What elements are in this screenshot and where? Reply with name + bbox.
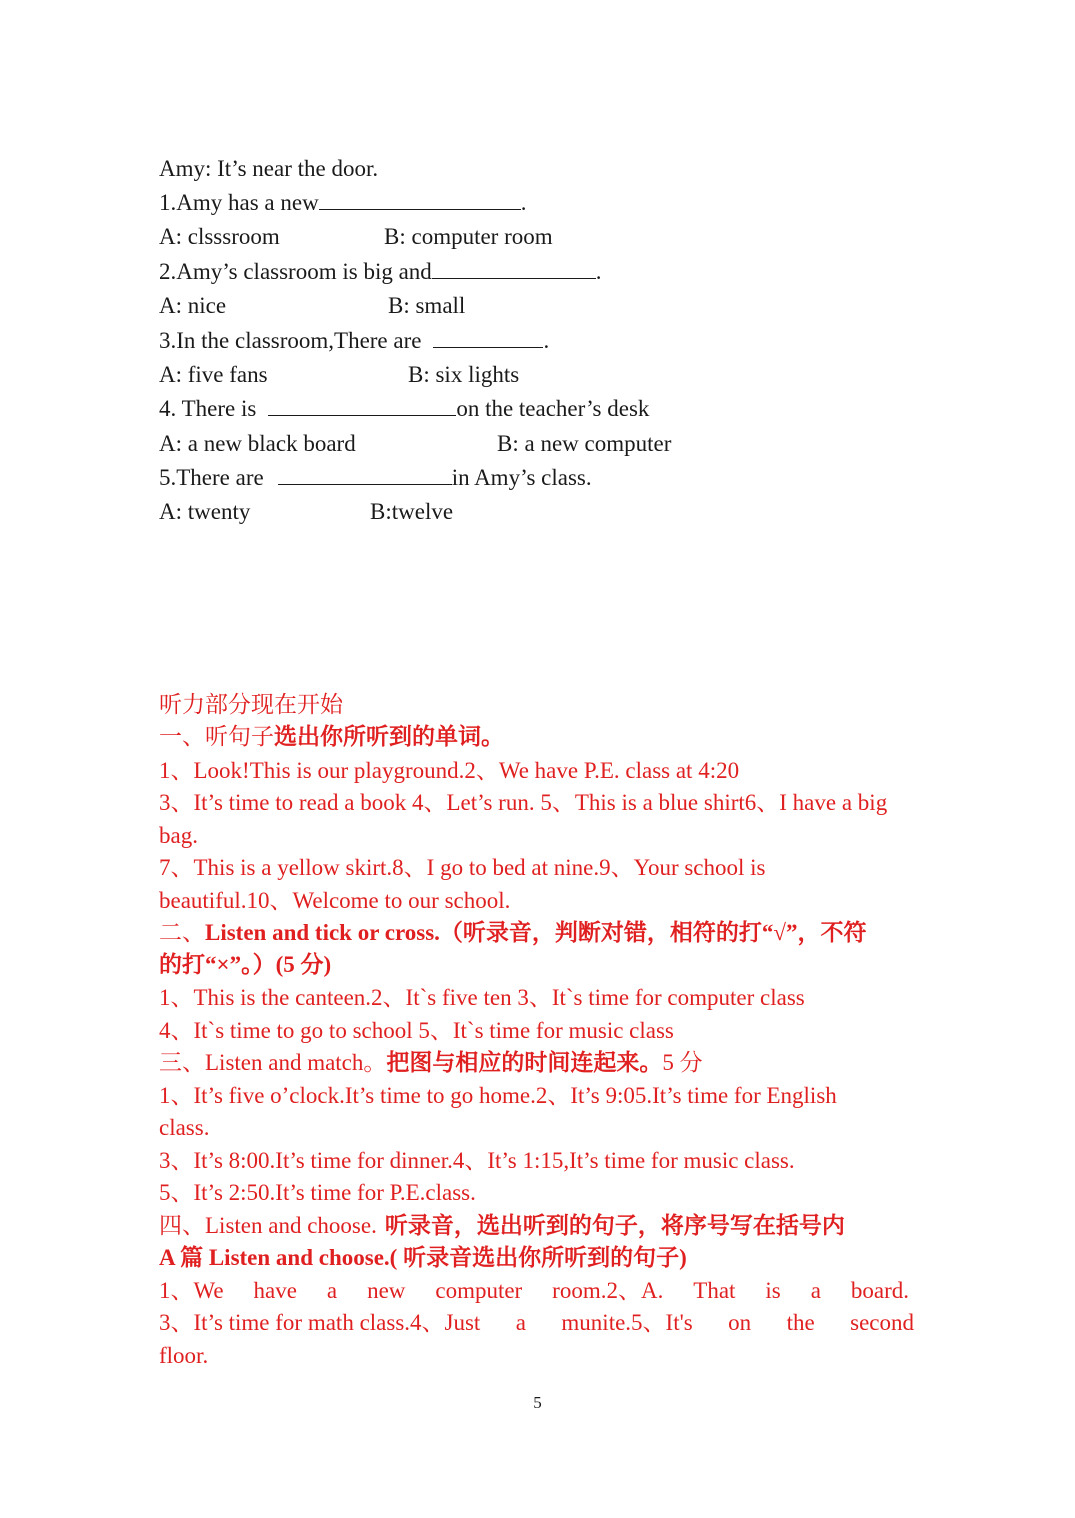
section-1-title [159,722,504,752]
option-4a: A: a new black board [159,431,356,456]
question-2 [159,257,602,287]
word: on [728,1310,752,1335]
section-1-line-5: beautiful.10、Welcome to our school. [159,888,511,913]
section-3-instruction: 把图与相应的时间连起来。 [386,1050,663,1075]
question-4-tail: on the teacher’s desk [456,396,650,421]
section-3-title [159,1048,703,1078]
word: a [326,1278,338,1303]
question-1-end: . [520,190,527,215]
section-4-line-3: floor. [159,1343,209,1368]
section-4-instruction: 听录音，选出听到的句子，将序号写在括号内 [384,1213,845,1238]
word: munite.5、It's [561,1310,693,1335]
option-4b: B: a new computer [497,431,672,456]
question-4-stem: 4. There is [159,396,257,421]
question-3-stem: 3.In the classroom,There are [159,328,422,353]
section-1-line-2: 3、It’s time to read a book 4、Let’s run. 5、This is a blue shirt6、I have a big [159,790,888,815]
answer-blank-4 [268,395,456,416]
section-2-line-1: 1、This is the canteen.2、It`s five ten 3、It`s time for computer class [159,985,805,1010]
word: a [810,1278,821,1303]
question-1 [159,188,526,218]
section-4-subtitle: A 篇 Listen and choose.( 听录音选出你所听到的句子) [159,1245,687,1270]
section-2-title-cont: 的打“×”。）(5 分) [159,952,332,977]
section-2-number: 二、 [159,920,205,945]
word: That [693,1278,736,1303]
question-5 [159,463,592,493]
section-1-number: 一、听句子 [159,724,274,749]
option-1b: B: computer room [384,224,553,249]
section-3-line-2: class. [159,1115,210,1140]
section-4-number: 四、Listen and choose. [159,1213,377,1238]
question-5-stem: 5.There are [159,465,264,490]
word: 1、We [159,1278,224,1303]
question-2-end: . [595,259,602,284]
section-4-line-2 [159,1308,914,1338]
page-number: 5 [533,1393,542,1412]
option-3a: A: five fans [159,362,268,387]
word: board. [850,1278,909,1303]
word: room.2、A. [552,1278,664,1303]
word: a [515,1310,526,1335]
section-3-line-3: 3、It’s 8:00.It’s time for dinner.4、It’s 1:15,It’s time for music class. [159,1148,795,1173]
section-1-line-1: 1、Look!This is our playground.2、We have P.E. class at 4:20 [159,758,740,783]
answer-blank-2 [432,258,596,279]
word: the [786,1310,815,1335]
option-5a: A: twenty [159,499,251,524]
word: is [765,1278,781,1303]
option-2a: A: nice [159,293,227,318]
section-3-score: 5 分 [662,1050,703,1075]
option-5b: B:twelve [370,499,454,524]
section-2-instruction: Listen and tick or cross.（听录音，判断对错，相符的打“√”，不符 [205,920,867,945]
word: have [253,1278,297,1303]
word: new [367,1278,406,1303]
word: computer [435,1278,523,1303]
question-4 [159,394,649,424]
dialogue-line: Amy: It’s near the door. [159,156,379,181]
option-3b: B: six lights [408,362,520,387]
answer-blank-3 [433,327,543,348]
answer-blank-1 [319,189,521,210]
section-2-title [159,918,867,948]
section-3-number: 三、Listen and match。 [159,1050,387,1075]
option-1a: A: clsssroom [159,224,280,249]
option-2b: B: small [388,293,466,318]
question-3-end: . [543,328,550,353]
question-3 [159,326,549,356]
section-4-line-1 [159,1276,909,1306]
section-1-instruction: 选出你所听到的单词。 [274,724,504,749]
question-1-stem: 1.Amy has a new [159,190,319,215]
question-2-stem: 2.Amy’s classroom is big and [159,259,432,284]
word: second [850,1310,914,1335]
answer-blank-5 [278,464,452,485]
section-1-line-4: 7、This is a yellow skirt.8、I go to bed at nine.9、Your school is [159,855,766,880]
word: 3、It’s time for math class.4、Just [159,1310,481,1335]
question-5-tail: in Amy’s class. [451,465,592,490]
section-3-line-1: 1、It’s five o’clock.It’s time to go home.2、It’s 9:05.It’s time for English [159,1083,837,1108]
section-4-title [159,1211,845,1241]
listening-heading: 听力部分现在开始 [159,692,343,717]
section-1-line-3: bag. [159,823,198,848]
section-3-line-4: 5、It’s 2:50.It’s time for P.E.class. [159,1180,476,1205]
section-2-line-2: 4、It`s time to go to school 5、It`s time for music class [159,1018,674,1043]
